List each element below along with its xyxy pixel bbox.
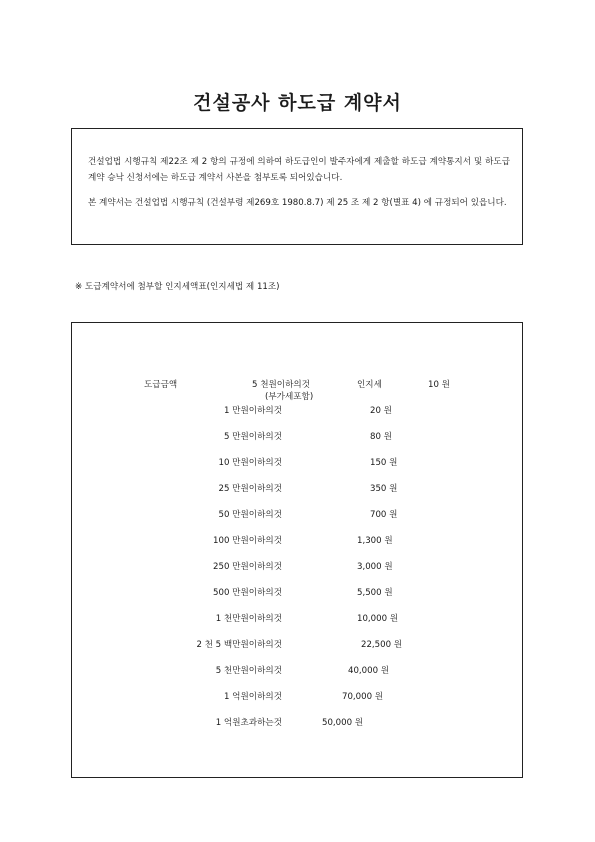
first-tax-value: 10 원: [428, 380, 450, 390]
amount-tier: 1 천만원이하의것: [215, 614, 282, 624]
amount-tier: 1 만원이하의것: [223, 406, 282, 416]
stamp-tax-value: 3,000 원: [357, 562, 393, 572]
amount-tier: 25 만원이하의것: [218, 484, 282, 494]
amount-tier: 50 만원이하의것: [218, 510, 282, 520]
table-row: [72, 664, 524, 676]
document-title: 건설공사 하도급 계약서: [193, 92, 402, 114]
amount-tier: 10 만원이하의것: [218, 458, 282, 468]
amount-column-label: 도급금액: [144, 380, 178, 390]
amount-tier: 250 만원이하의것: [213, 562, 282, 572]
amount-tier: 500 만원이하의것: [213, 588, 282, 598]
amount-tier: 100 만원이하의것: [213, 536, 282, 546]
amount-tier: 5 만원이하의것: [223, 432, 282, 442]
stamp-tax-value: 50,000 원: [322, 718, 364, 728]
first-amount-tier: 5 천원이하의것: [252, 380, 311, 390]
amount-tier: 2 천 5 백만원이하의것: [196, 640, 282, 650]
table-row: [72, 612, 524, 624]
stamp-tax-value: 80 원: [370, 432, 392, 442]
stamp-tax-value: 22,500 원: [361, 640, 403, 650]
table-row: [72, 534, 524, 546]
amount-tier: 5 천만원이하의것: [215, 666, 282, 676]
stamp-tax-value: 150 원: [370, 458, 398, 468]
notice-paragraph-2: 본 계약서는 건설업법 시행규칙 (건설부령 제269호 1980.8.7) 제 25 조 제 2 항(별표 4) 에 규정되어 있읍니다.: [88, 198, 507, 208]
table-row: [72, 508, 524, 520]
notice-box: [71, 128, 523, 245]
first-amount-note: (부가세포함): [265, 392, 314, 402]
table-row: [72, 456, 524, 468]
table-row: [72, 690, 524, 702]
stamp-tax-value: 20 원: [370, 406, 392, 416]
stamp-tax-value: 700 원: [370, 510, 398, 520]
stamp-tax-value: 350 원: [370, 484, 398, 494]
table-row: [72, 482, 524, 494]
stamp-tax-table: [71, 322, 523, 778]
amount-tier: 1 억원이하의것: [223, 692, 282, 702]
table-row: [72, 586, 524, 598]
table-row: [72, 638, 524, 650]
stamp-tax-value: 40,000 원: [348, 666, 390, 676]
table-row: [72, 430, 524, 442]
stamp-tax-note: ※ 도급계약서에 첨부할 인지세액표(인지세법 제 11조): [75, 282, 280, 292]
stamp-tax-value: 70,000 원: [342, 692, 384, 702]
stamp-tax-value: 10,000 원: [357, 614, 399, 624]
table-row: [72, 404, 524, 416]
table-row: [72, 560, 524, 572]
notice-paragraph-1: 건설업법 시행규칙 제22조 제 2 항의 규정에 의하여 하도급인이 발주자에게 제출할 하도급 계약통지서 및 하도급 계약 승낙 신청서에는 하도급 계약서 사본을 첨부토록 되어있습니다.: [88, 157, 510, 183]
tax-column-label: 인지세: [357, 380, 382, 390]
amount-tier: 1 억원초과하는것: [215, 718, 282, 728]
table-row: [72, 716, 524, 728]
stamp-tax-value: 5,500 원: [357, 588, 393, 598]
stamp-tax-value: 1,300 원: [357, 536, 393, 546]
